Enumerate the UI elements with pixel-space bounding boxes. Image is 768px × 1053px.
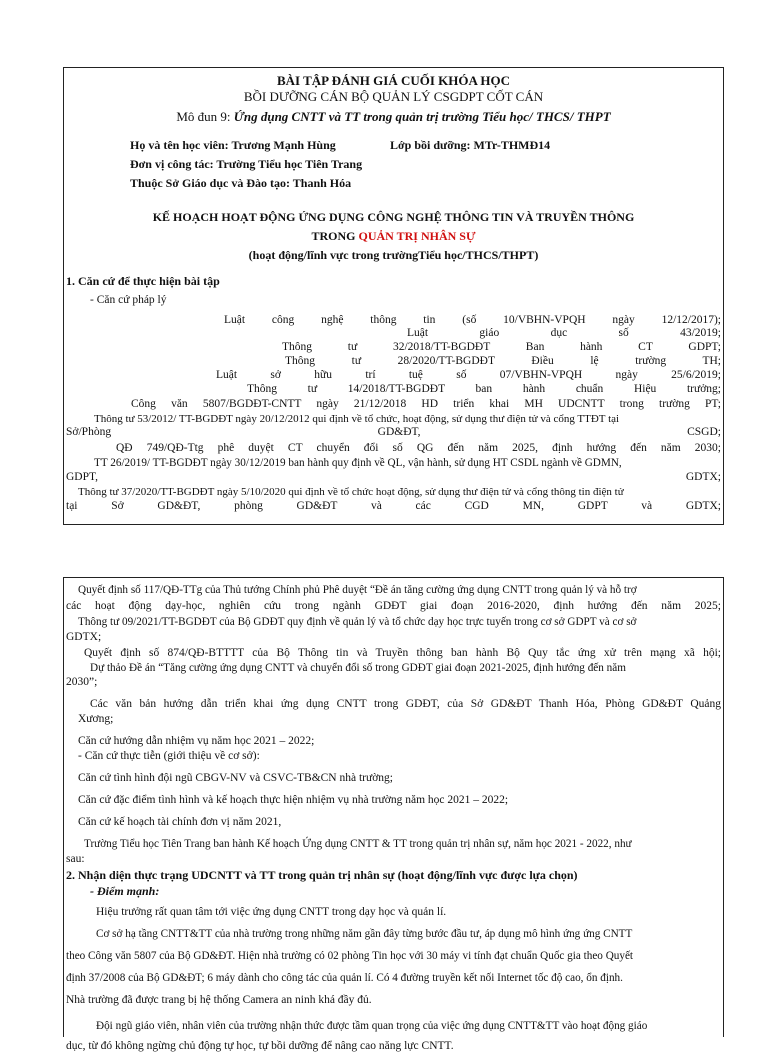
document-page-1 — [63, 67, 724, 525]
strength-paragraph-line: Nhà trường đã được trang bị hệ thống Camera an ninh khá đầy đủ. — [66, 994, 372, 1006]
legal-line: GDPT, GDTX; — [66, 471, 721, 483]
strength-paragraph-line: Cơ sở hạ tầng CNTT&TT của nhà trường trong những năm gần đây từng bước đầu tư, áp dụng mô hình ứng ứng CNTT — [96, 928, 633, 940]
legal-line: Luật công nghệ thông tin (số 10/VBHN-VPQH ngày 12/12/2017); — [224, 314, 721, 326]
strength-paragraph-line: định 37/2008 của Bộ GD&ĐT; 6 máy dành cho công tác của quản lí. Có 4 đường truyền kết nối Internet tốc độ cao, ổn định. — [66, 972, 623, 984]
basis-line: 2030”; — [66, 676, 98, 688]
student-class: Lớp bồi dưỡng: MTr-THMĐ14 — [390, 138, 551, 152]
basis-line: Các văn bản hướng dẫn triển khai ứng dụng CNTT trong GDĐT, của Sở GD&ĐT Thanh Hóa, Phòng GD&ĐT Quảng — [90, 698, 721, 710]
legal-line: Sở/Phòng GD&ĐT, CSGD; — [66, 426, 721, 438]
legal-line: TT 26/2019/ TT-BGDĐT ngày 30/12/2019 ban hành quy định về QL, vận hành, sử dụng HT CSDL ngành về GDMN, — [94, 457, 622, 469]
basis-line: Căn cứ đặc điểm tình hình và kế hoạch thực hiện nhiệm vụ nhà trường năm học 2021 – 2022; — [78, 794, 509, 806]
legal-line: Thông tư 37/2020/TT-BGDĐT ngày 5/10/2020 qui định về tổ chức hoạt động, sử dụng thư điện tử và cổng thông tin điện tử — [78, 486, 624, 498]
basis-line: Căn cứ tình hình đội ngũ CBGV-NV và CSVC-TB&CN nhà trường; — [78, 772, 393, 784]
basis-line: GDTX; — [66, 631, 102, 643]
legal-line: Công văn 5807/BGDĐT-CNTT ngày 21/12/2018 HD triển khai MH UDCNTT trong trường PT; — [131, 398, 721, 410]
plan-title-prefix: TRONG — [311, 229, 356, 243]
student-department: Thuộc Sở Giáo dục và Đào tạo: Thanh Hóa — [130, 176, 352, 190]
legal-line: Luật giáo dục số 43/2019; — [407, 327, 721, 339]
basis-line: các hoạt động dạy-học, nghiên cứu trong ngành GDĐT giai đoạn 2016-2020, định hướng đến năm 2025; — [66, 600, 721, 612]
plan-title-highlight: QUẢN TRỊ NHÂN SỰ — [358, 229, 476, 243]
basis-line: Dự thảo Đề án “Tăng cường ứng dụng CNTT và chuyển đổi số trong GDĐT giai đoạn 2021-2025, định hướng đến năm — [90, 662, 626, 674]
legal-line: Thông tư 14/2018/TT-BGDĐT ban hành chuẩn Hiệu trưởng; — [247, 383, 721, 395]
section2-heading: 2. Nhận diện thực trạng UDCNTT và TT trong quản trị nhân sự (hoạt động/lĩnh vực được lựa chọn) — [66, 868, 578, 882]
strength-paragraph-line: dục, từ đó không ngừng chủ động tự học, tự bồi dưỡng để nâng cao năng lực CNTT. — [66, 1040, 454, 1052]
plan-title-line2 — [64, 229, 723, 244]
basis-line: sau: — [66, 853, 85, 865]
legal-line: QĐ 749/QĐ-Ttg phê duyệt CT chuyển đổi số QG đến năm 2025, định hướng đến năm 2030; — [116, 442, 721, 454]
legal-line: Thông tư 53/2012/ TT-BGDĐT ngày 20/12/2012 qui định về tổ chức, hoạt động, sử dụng thư điện tử và cổng TTĐT tại — [94, 413, 620, 425]
strength-paragraph-line: Hiệu trưởng rất quan tâm tới việc ứng dụng CNTT trong dạy học và quản lí. — [96, 906, 447, 918]
student-unit: Đơn vị công tác: Trường Tiểu học Tiên Trang — [130, 157, 363, 171]
plan-title-line1: KẾ HOẠCH HOẠT ĐỘNG ỨNG DỤNG CÔNG NGHỆ THÔNG TIN VÀ TRUYỀN THÔNG — [152, 210, 635, 224]
legal-line: tại Sở GD&ĐT, phòng GD&ĐT và các CGD MN, GDPT và GDTX; — [66, 500, 721, 512]
basis-line: Quyết định số 874/QĐ-BTTTT của Bộ Thông tin và Truyền thông ban hành Bộ Quy tắc ứng xử trên mạng xã hội; — [84, 647, 721, 659]
student-name: Họ và tên học viên: Trương Mạnh Hùng — [130, 138, 336, 152]
basis-line: Căn cứ kế hoạch tài chính đơn vị năm 2021, — [78, 816, 282, 828]
section1-heading: 1. Căn cứ để thực hiện bài tập — [66, 274, 220, 288]
document-page-2 — [63, 577, 724, 1052]
basis-line: Thông tư 09/2021/TT-BGDĐT của Bộ GDĐT quy định về quản lý và tổ chức dạy học trực tuyến trong cơ sở GDPT và cơ sở — [78, 616, 637, 628]
basis-line: Trường Tiểu học Tiên Trang ban hành Kế hoạch Ứng dụng CNTT & TT trong quản trị nhân sự, năm học 2021 - 2022, như — [84, 838, 632, 850]
course-subtitle: BỒI DƯỠNG CÁN BỘ QUẢN LÝ CSGDPT CỐT CÁN — [243, 89, 544, 104]
basis-line: Xương; — [78, 713, 114, 725]
strength-paragraph-line: theo Công văn 5807 của Bộ GD&ĐT. Hiện nhà trường có 02 phòng Tin học với 30 máy vi tính đạt chuẩn Quốc gia theo Quyết — [66, 950, 634, 962]
strengths-label: - Điểm mạnh: — [90, 884, 160, 898]
legal-line: Thông tư 28/2020/TT-BGDĐT Điều lệ trường TH; — [285, 355, 721, 367]
plan-title-line3: (hoạt động/lĩnh vực trong trườngTiểu học/THCS/THPT) — [248, 248, 539, 262]
module-prefix: Mô đun 9: — [176, 109, 231, 124]
exam-title: BÀI TẬP ĐÁNH GIÁ CUỐI KHÓA HỌC — [276, 73, 511, 88]
legal-basis-bullet: - Căn cứ pháp lý — [90, 294, 167, 306]
module-line — [64, 109, 723, 125]
basis-line: Căn cứ hướng dẫn nhiệm vụ năm học 2021 – 2022; — [78, 735, 315, 747]
module-name: Ứng dụng CNTT và TT trong quản trị trường Tiểu học/ THCS/ THPT — [233, 109, 611, 124]
legal-line: Thông tư 32/2018/TT-BGDĐT Ban hành CT GDPT; — [282, 341, 721, 353]
legal-line: Luật sở hữu trí tuệ số 07/VBHN-VPQH ngày 25/6/2019; — [216, 369, 721, 381]
basis-line: Quyết định số 117/QĐ-TTg của Thủ tướng Chính phủ Phê duyệt “Đề án tăng cường ứng dụng CNTT trong quản lý và hỗ trợ — [78, 584, 637, 596]
practical-basis-heading: - Căn cứ thực tiễn (giới thiệu về cơ sở): — [78, 750, 260, 762]
strength-paragraph-line: Đội ngũ giáo viên, nhân viên của trường nhận thức được tầm quan trọng của việc ứng dụng CNTT&TT vào hoạt động giáo — [96, 1020, 648, 1032]
